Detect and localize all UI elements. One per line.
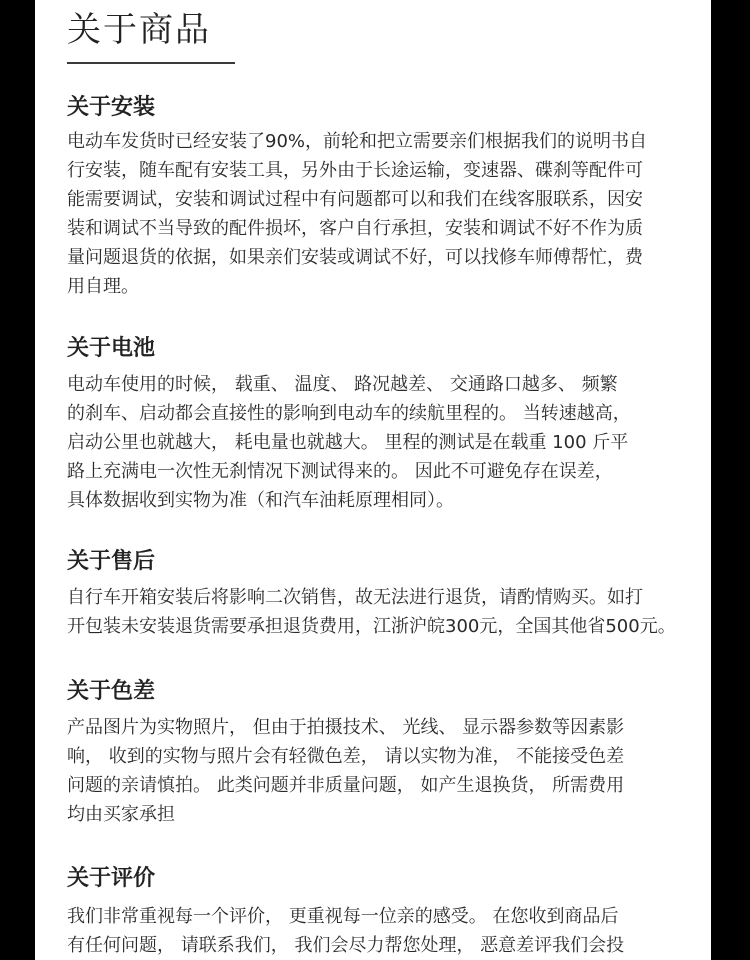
- section-body-battery: 电动车使用的时候， 载重、 温度、 路况越差、 交通路口越多、 频繁 的刹车、启动都会直接性的影响到电动车的续航里程的。 当转速越高， 启动公里也就越大， 耗电量也就越大。 里程的测试是在载重 100 斤平 路上充满电一次性无刹情况下测试得来的。 因此不可避免存在误差， 具体数据收到实物为准（和汽车油耗原理相同）。: [67, 374, 631, 511]
- section-heading-battery: 关于电池: [67, 336, 156, 361]
- section-body-after-sales: 自行车开箱安装后将影响二次销售，故无法进行退货，请酌情购买。如打 开包装未安装退货需要承担退货费用，江浙沪皖300元，全国其他省500元。: [67, 587, 676, 637]
- product-info-page: [35, 0, 711, 960]
- section-body-installation: 电动车发货时已经安装了90%，前轮和把立需要亲们根据我们的说明书自 行安装，随车配有安装工具，另外由于长途运输，变速器、碟刹等配件可 能需要调试，安装和调试过程中有问题都可以和我们在线客服联系，因安 装和调试不当导致的配件损坏，客户自行承担，安装和调试不好不作为质 量问题退货的依据，如果亲们安装或调试不好，可以找修车师傅帮忙，费 用自理。: [67, 131, 648, 297]
- section-heading-reviews: 关于评价: [67, 866, 156, 891]
- page-title: 关于商品: [67, 10, 211, 50]
- title-underline: [67, 62, 235, 64]
- section-heading-color-difference: 关于色差: [67, 679, 156, 704]
- section-body-color-difference: 产品图片为实物照片， 但由于拍摄技术、 光线、 显示器参数等因素影 响， 收到的实物与照片会有轻微色差， 请以实物为准， 不能接受色差 问题的亲请慎拍。 此类问题并非质量问题， 如产生退换货， 所需费用 均由买家承担: [67, 717, 625, 825]
- section-heading-after-sales: 关于售后: [67, 549, 156, 574]
- section-body-reviews: 我们非常重视每一个评价， 更重视每一位亲的感受。 在您收到商品后 有任何问题， 请联系我们， 我们会尽力帮您处理， 恶意差评我们会投: [67, 906, 625, 956]
- section-heading-installation: 关于安装: [67, 95, 156, 120]
